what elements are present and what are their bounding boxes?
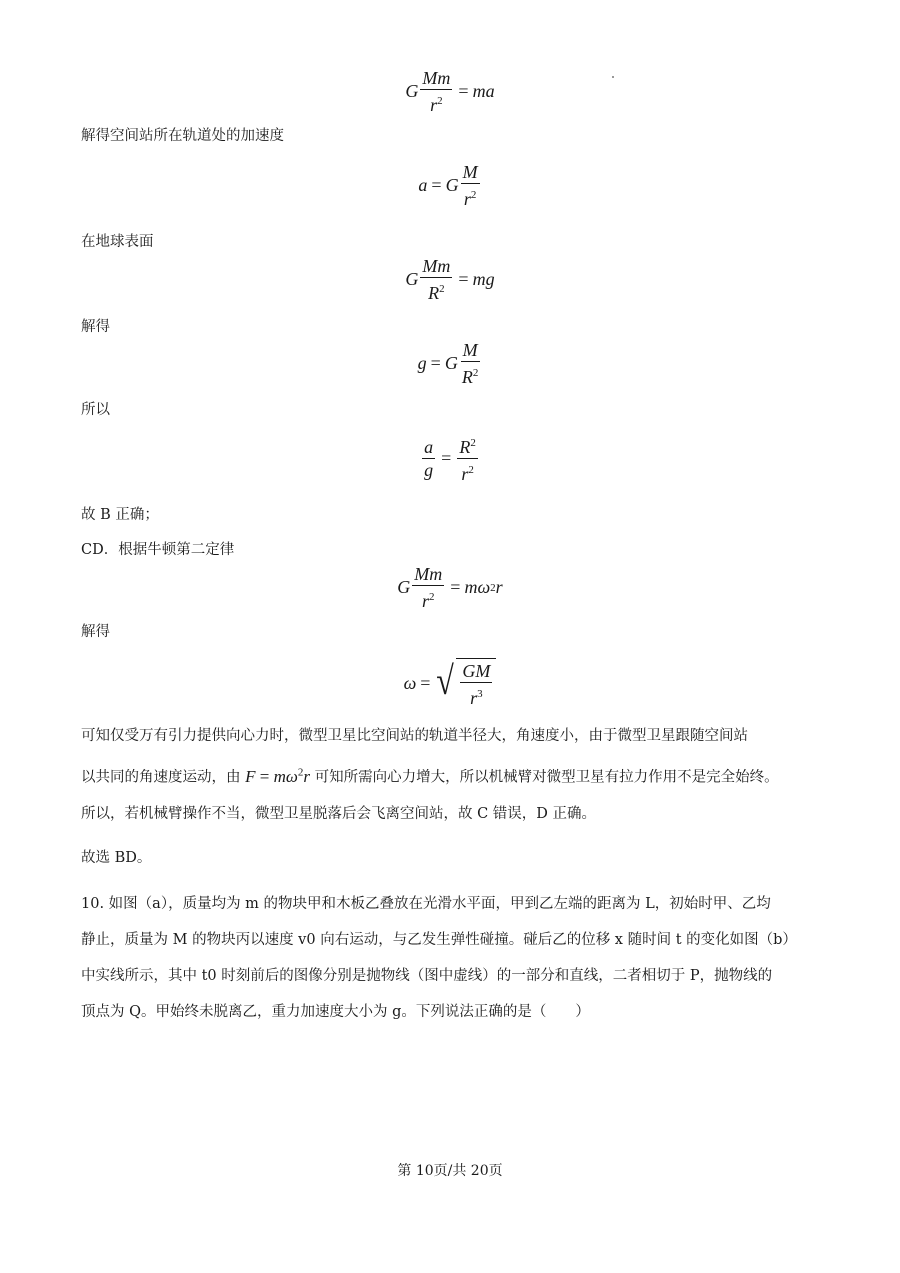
equation-acceleration: a = G $\frac{M}{r^2}$: [418, 162, 478, 209]
text-line: CD．根据牛顿第二定律: [81, 542, 235, 558]
answer-line: 故选 BD。: [81, 850, 152, 866]
equation-newton-second-law: G $\frac{Mm}{r^2}$ = mω 2 r: [397, 564, 503, 611]
equation-omega: ω = √ $\frac{GM}{r^3}$: [0, 658, 900, 708]
equation-surface-gravity: G $\frac{Mm}{R^2}$ = mg: [405, 256, 495, 303]
text-line: 解得: [81, 624, 110, 640]
equation-ratio: $\frac{a}{g}$ = $\frac{R^2}{r^2}$: [0, 433, 900, 484]
page-footer: 第 10页/共 20页: [397, 1163, 503, 1179]
text-segment: 可知所需向心力增大，所以机械臂对微型卫星有拉力作用不是完全始终。: [314, 769, 779, 786]
question-line: 10. 如图（a），质量均为 m 的物块甲和木板乙叠放在光滑水平面，甲到乙左端的距离为 L，初始时甲、乙均: [81, 896, 771, 912]
text-line: 在地球表面: [81, 234, 154, 250]
text-line: 解得空间站所在轨道处的加速度: [81, 128, 284, 144]
text-line: 故 B 正确；: [81, 507, 159, 523]
text-segment: 以共同的角速度运动，由: [81, 769, 241, 786]
inline-formula: $F = m\omega^2r$: [245, 766, 310, 786]
text-line: 解得: [81, 319, 110, 335]
paragraph-explanation: [81, 718, 821, 832]
text-line: 所以: [81, 402, 110, 418]
text-line: 所以，若机械臂操作不当，微型卫星脱落后会飞离空间站，故 C 错误，D 正确。: [81, 805, 597, 822]
question-line: 中实线所示，其中 t0 时刻前后的图像分别是抛物线（图中虚线）的一部分和直线，二者相切于 P，抛物线的: [81, 968, 773, 984]
question-10: [81, 886, 821, 1030]
question-line: 顶点为 Q。甲始终未脱离乙，重力加速度大小为 g。下列说法正确的是（ ）: [81, 1004, 590, 1020]
question-line: 静止，质量为 M 的物块丙以速度 v0 向右运动，与乙发生弹性碰撞。碰后乙的位移 x 随时间 t 的变化如图（b）: [81, 932, 797, 948]
equation-gravity-equals-ma: G $\frac{Mm}{r^2}$ = ma: [405, 68, 495, 115]
text-line-with-formula: [81, 754, 821, 796]
text-line: 可知仅受万有引力提供向心力时，微型卫星比空间站的轨道半径大，角速度小，由于微型卫星跟随空间站: [81, 728, 748, 744]
equation-g: g = G $\frac{M}{R^2}$: [417, 340, 479, 387]
